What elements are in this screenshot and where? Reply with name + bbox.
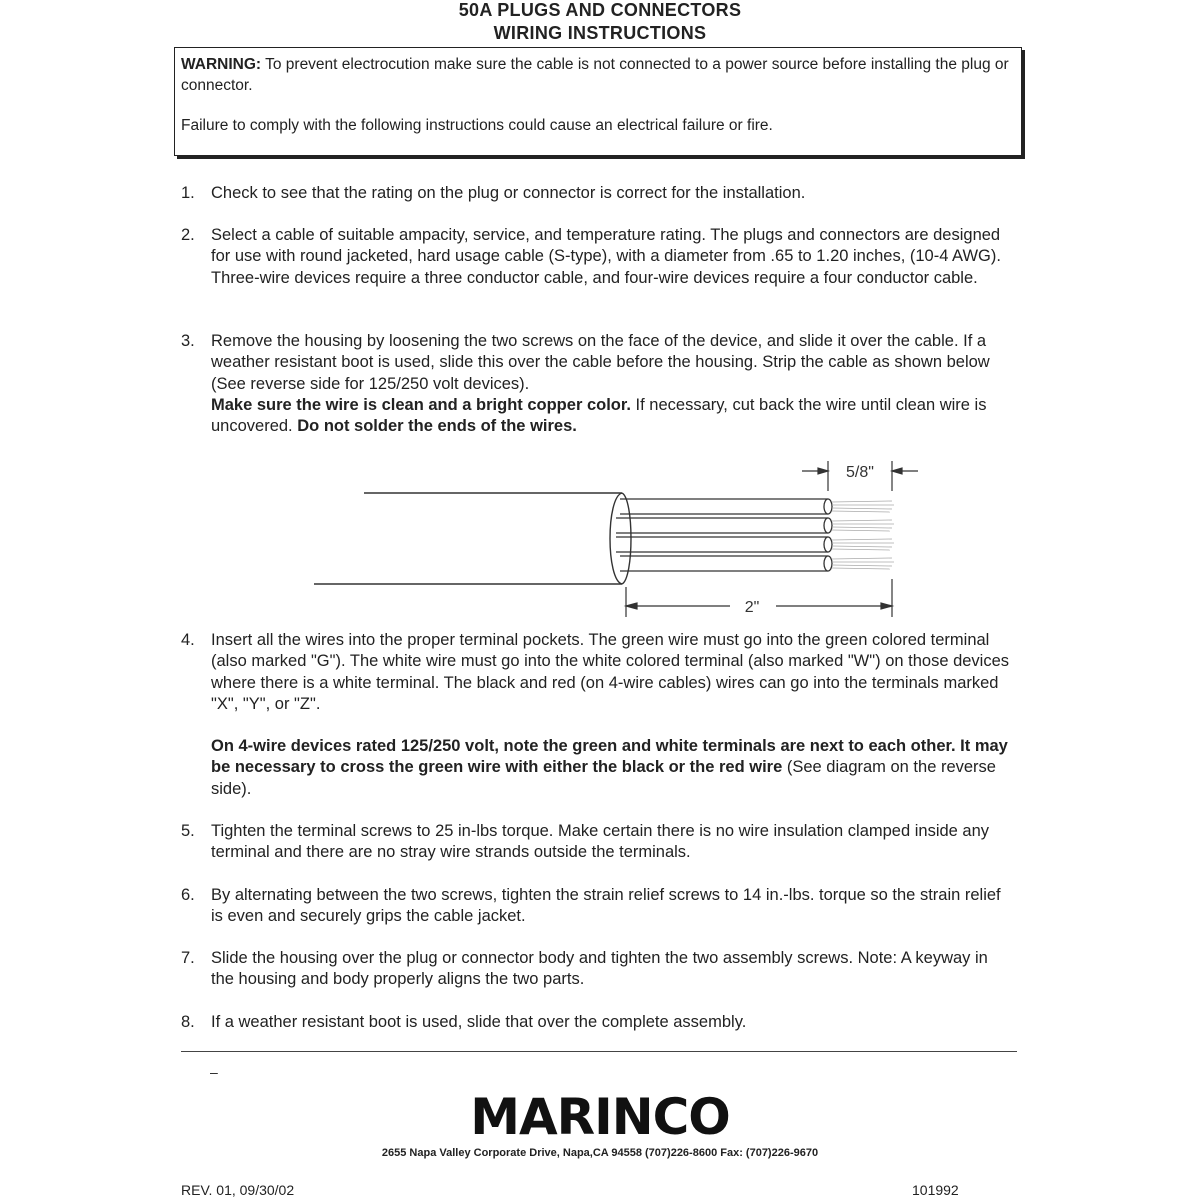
- step-text-cont: If necessary, cut back the wire until clean wire is uncovered.: [211, 395, 987, 436]
- conductor-3: [616, 537, 832, 552]
- step-text: Insert all the wires into the proper terminal pockets. The green wire must go into the green colored terminal (also marked "G"). The white wire must go into the white colored terminal (also marked "W") on those devices where there is a white terminal. The black and red (on 4-wire cables) wires can go into the terminals marked "X", "Y", or "Z".: [211, 631, 1010, 713]
- step-text: Tighten the terminal screws to 25 in-lbs torque. Make certain there is no wire insulation clamped inside any terminal and there are no stray wire strands outside the terminals.: [211, 822, 990, 862]
- step-bold-text-2: Do not solder the ends of the wires.: [297, 417, 577, 436]
- conductor-2: [616, 518, 832, 533]
- step-text: If a weather resistant boot is used, slide that over the complete assembly.: [211, 1013, 747, 1031]
- step-5: [181, 821, 1011, 864]
- step-number: 8.: [181, 1013, 195, 1031]
- step-text: Check to see that the rating on the plug or connector is correct for the installation.: [211, 184, 806, 202]
- step-8: [181, 1012, 1011, 1033]
- document-number: 101992: [912, 1182, 959, 1198]
- warning-paragraph: [181, 54, 1015, 96]
- title-line-2: WIRING INSTRUCTIONS: [493, 23, 707, 43]
- company-address: 2655 Napa Valley Corporate Drive, Napa,CA 94558 (707)226-8600 Fax: (707)226-9670: [381, 1147, 819, 1159]
- marinco-logo: MARINCO: [470, 1088, 730, 1146]
- step-2: [181, 225, 1011, 289]
- step-text: Slide the housing over the plug or connector body and tighten the two assembly screws. Note: A keyway in the housing and body properly aligns the two parts.: [211, 949, 988, 989]
- step-7: [181, 948, 1011, 991]
- step-number: 7.: [181, 949, 195, 967]
- step-number: 5.: [181, 822, 195, 840]
- step-number: 2.: [181, 226, 195, 244]
- bare-wire-strands: [832, 501, 894, 569]
- step-text-cont: (See diagram on the reverse side).: [211, 758, 996, 798]
- step-number: 1.: [181, 184, 195, 202]
- revision-info: REV. 01, 09/30/02: [181, 1182, 295, 1198]
- strip-length-label: 5/8": [846, 464, 874, 481]
- cable-jacket: [314, 493, 631, 584]
- conductors: [616, 499, 832, 571]
- step-text: Remove the housing by loosening the two screws on the face of the device, and slide it over the cable. If a weather resistant boot is used, slide this over the cable before the housing. Strip the cable as shown below (See reverse side for 125/250 volt devices).: [211, 332, 990, 393]
- footer-divider: [181, 1051, 1017, 1052]
- step-text: By alternating between the two screws, tighten the strain relief screws to 14 in.-lbs. torque so the strain relief is even and securely grips the cable jacket.: [211, 886, 1001, 926]
- step-bold-text: On 4-wire devices rated 125/250 volt, note the green and white terminals are next to each other. It may be necessary to cross the green wire with either the black or the red wire: [211, 737, 1008, 777]
- total-length-label: 2": [744, 599, 760, 616]
- warning-box: [174, 47, 1022, 156]
- cable-strip-diagram: [300, 455, 920, 625]
- step-3: [181, 331, 1011, 437]
- title-line-1: 50A PLUGS AND CONNECTORS: [458, 0, 742, 20]
- step-number: 3.: [181, 332, 195, 350]
- step-text: Select a cable of suitable ampacity, service, and temperature rating. The plugs and connectors are designed for use with round jacketed, hard usage cable (S-type), with a diameter from .65 to 1.20 inches, (10-4 AWG). Three-wire devices require a three conductor cable, and four-wire devices require a four conductor cable.: [211, 226, 1001, 287]
- step-4: [181, 630, 1011, 800]
- step-text-extra: [211, 395, 1011, 438]
- step-note: [211, 736, 1011, 800]
- footer-dash: –: [210, 1064, 218, 1080]
- step-6: [181, 885, 1011, 928]
- step-1: [181, 183, 1011, 204]
- warning-label: WARNING:: [181, 56, 262, 73]
- step-number: 6.: [181, 886, 195, 904]
- conductor-1: [620, 499, 832, 514]
- conductor-4: [620, 556, 832, 571]
- warning-failure-text: Failure to comply with the following instructions could cause an electrical failure or fire.: [181, 117, 773, 134]
- step-bold-text: Make sure the wire is clean and a bright copper color.: [211, 395, 631, 414]
- warning-text: To prevent electrocution make sure the cable is not connected to a power source before installing the plug or connector.: [181, 56, 1009, 94]
- step-number: 4.: [181, 631, 195, 649]
